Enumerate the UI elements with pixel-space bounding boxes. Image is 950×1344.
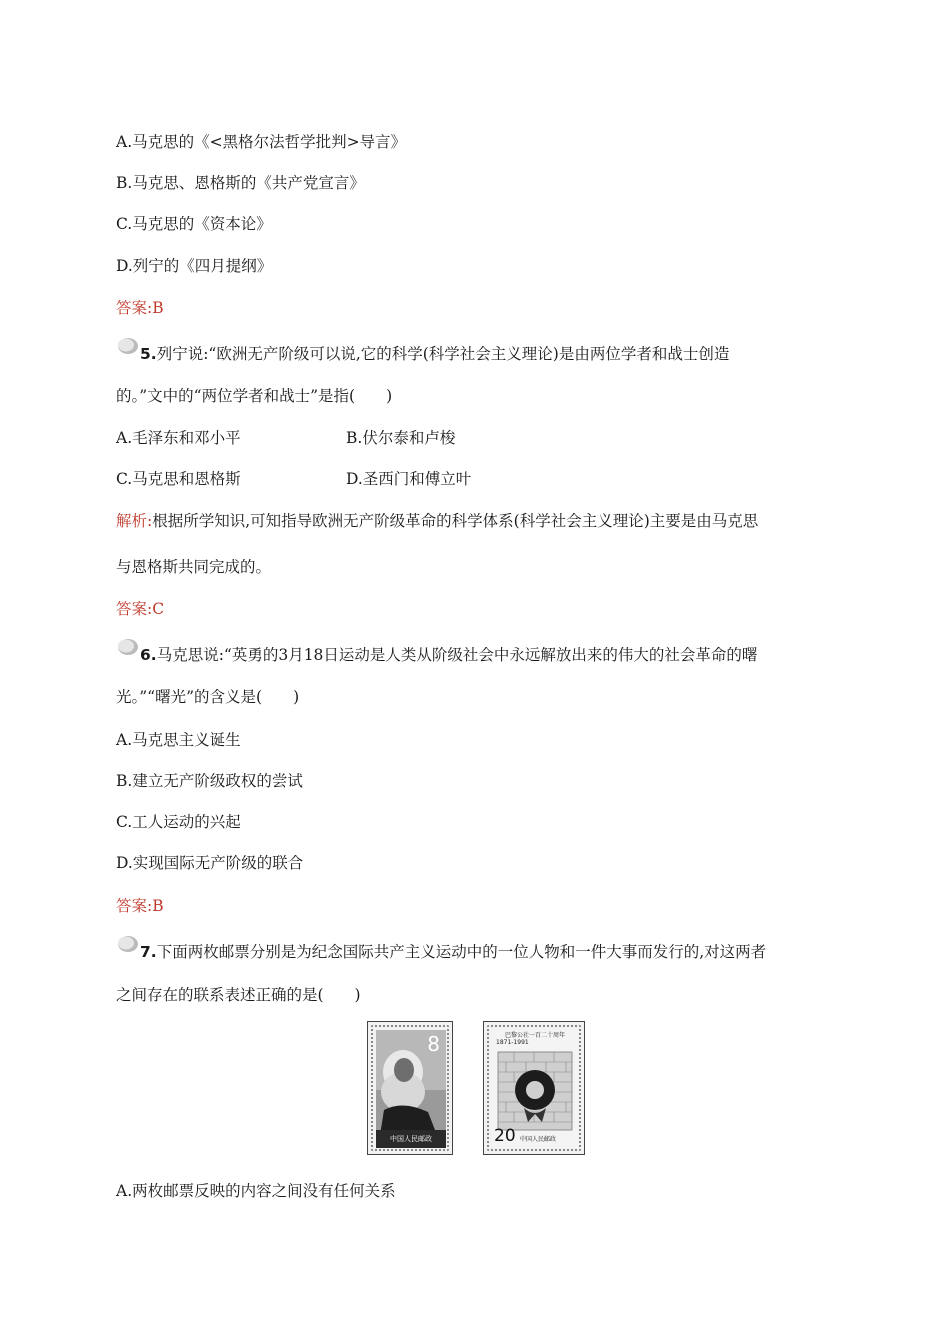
q5-option-c: C.马克思和恩格斯 [116,470,241,488]
q6-option-c: C.工人运动的兴起 [116,813,241,831]
q4-answer [116,298,164,318]
answer-value: B [152,299,164,317]
stamp2-title: 巴黎公社一百二十周年 [504,1032,565,1039]
question-marker-icon [116,934,138,954]
q5-analysis-line2: 与恩格斯共同完成的。 [116,558,272,576]
q6-stem-line1 [140,645,757,665]
q6-option-d: D.实现国际无产阶级的联合 [116,854,304,872]
q5-stem-text: 列宁说:“欧洲无产阶级可以说,它的科学(科学社会主义理论)是由两位学者和战士创造 [156,345,730,363]
q5-number: 5. [140,345,157,363]
paris-commune-stamp-image [483,1021,585,1155]
q7-option-a: A.两枚邮票反映的内容之间没有任何关系 [116,1182,396,1200]
stamp2-value: 20 [494,1126,516,1146]
q6-stem-line2: 光。”“曙光”的含义是( ) [116,688,300,706]
q5-answer [116,599,164,619]
stamp2-years: 1871-1991 [496,1039,529,1046]
q5-option-a: A.毛泽东和邓小平 [116,429,241,447]
answer-value: C [152,600,165,618]
q4-option-b: B.马克思、恩格斯的《共产党宣言》 [116,174,365,192]
stamp1-value: 8 [427,1032,440,1056]
q7-number: 7. [140,943,157,961]
q7-stem-line1 [140,942,766,962]
answer-label: 答案: [116,299,153,317]
q5-analysis-text: 根据所学知识,可知指导欧洲无产阶级革命的科学体系(科学社会主义理论)主要是由马克思 [152,512,759,530]
question-marker-icon [116,637,138,657]
answer-value: B [152,897,164,915]
q7-stem-line2: 之间存在的联系表述正确的是( ) [116,986,361,1004]
q5-option-d: D.圣西门和傅立叶 [346,470,472,488]
q6-option-b: B.建立无产阶级政权的尝试 [116,772,303,790]
q5-stem-line1 [140,344,729,364]
q7-stem-text: 下面两枚邮票分别是为纪念国际共产主义运动中的一位人物和一件大事而发行的,对这两者 [156,943,767,961]
q4-option-c: C.马克思的《资本论》 [116,215,272,233]
q5-options-row2 [116,469,716,489]
q6-answer [116,896,164,916]
q5-options-row1 [116,428,716,448]
stamp2-caption: 中国人民邮政 [520,1136,557,1143]
q4-option-a: A.马克思的《<黑格尔法哲学批判>导言》 [116,133,407,151]
q4-option-d: D.列宁的《四月提纲》 [116,257,273,275]
answer-label: 答案: [116,897,153,915]
q5-stem-line2: 的。”文中的“两位学者和战士”是指( ) [116,387,393,405]
analysis-label: 解析: [116,512,153,530]
stamp1-caption: 中国人民邮政 [390,1135,432,1143]
q6-option-a: A.马克思主义诞生 [116,731,241,749]
q6-stem-text: 马克思说:“英勇的3月18日运动是人类从阶级社会中永远解放出来的伟大的社会革命的曙 [156,646,758,664]
answer-label: 答案: [116,600,153,618]
question-marker-icon [116,336,138,356]
marx-stamp-image [367,1021,453,1155]
q5-option-b: B.伏尔泰和卢梭 [346,429,456,447]
q6-number: 6. [140,646,157,664]
q5-analysis-line1 [116,511,758,531]
